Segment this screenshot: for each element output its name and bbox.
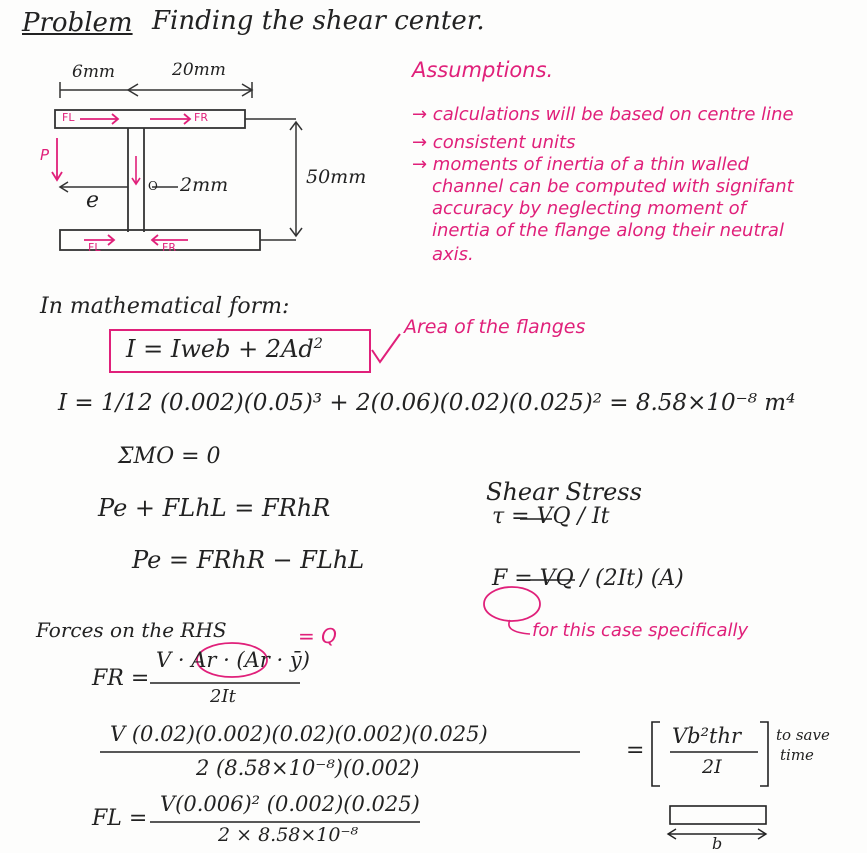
shortcut-note: to save	[776, 726, 830, 744]
problem-label: Problem	[22, 8, 133, 38]
assumption-line: axis.	[432, 244, 474, 265]
shortcut-note: time	[780, 746, 814, 764]
fl-top-label: FL	[62, 111, 75, 124]
inertia-calc: I = 1/12 (0.002)(0.05)³ + 2(0.06)(0.02)(0.025)² = 8.58×10⁻⁸ m⁴	[58, 390, 796, 416]
fr-bottom-label: FR	[162, 241, 176, 254]
fr-top-label: FR	[194, 111, 208, 124]
fr-substituted-denominator: 2 (8.58×10⁻⁸)(0.002)	[196, 756, 420, 780]
moment-eq-1: Pe + FLhL = FRhR	[98, 494, 331, 522]
force-equation: F = VQ / (2It) (A)	[492, 566, 684, 591]
dim-left-label: 6mm	[72, 62, 116, 82]
page-title: Finding the shear center.	[152, 6, 485, 36]
assumption-line: channel can be computed with signifant	[432, 176, 794, 197]
shear-stress-heading: Shear Stress	[486, 478, 642, 506]
shortcut-equals: =	[626, 738, 645, 763]
fr-substituted-numerator: V (0.02)(0.002)(0.02)(0.002)(0.025)	[110, 722, 488, 746]
assumption-line: → calculations will be based on centre line	[412, 104, 794, 125]
fl-lhs: FL =	[92, 806, 148, 831]
fl-denominator: 2 × 8.58×10⁻⁸	[218, 824, 359, 846]
fr-denominator: 2It	[210, 686, 236, 707]
web-thickness-label: 2mm	[180, 174, 229, 196]
fl-bottom-label: FL	[88, 241, 101, 254]
load-p-label: P	[40, 146, 50, 164]
e-label: e	[86, 188, 100, 213]
tau-equation: τ = VQ / It	[492, 504, 610, 529]
q-label: = Q	[298, 624, 337, 648]
fr-lhs: FR =	[92, 666, 150, 691]
shortcut-denominator: 2I	[702, 756, 722, 778]
inertia-formula: I = Iweb + $2Ad^2$	[126, 335, 323, 363]
assumptions-heading: Assumptions.	[412, 58, 554, 82]
math-intro: In mathematical form:	[40, 294, 290, 319]
area-note: Area of the flanges	[404, 316, 586, 338]
forces-heading: Forces on the RHS	[36, 618, 227, 642]
case-note: for this case specifically	[532, 620, 749, 641]
o-label: O	[148, 179, 158, 193]
b-label: b	[712, 834, 723, 853]
fl-numerator: V(0.006)² (0.002)(0.025)	[160, 792, 420, 816]
assumption-line: inertia of the flange along their neutral	[432, 220, 784, 241]
moment-sum: ΣMO = 0	[118, 444, 221, 469]
dim-right-label: 20mm	[172, 60, 226, 80]
height-label: 50mm	[306, 166, 367, 188]
assumption-line: accuracy by neglecting moment of	[432, 198, 746, 219]
assumption-line: → moments of inertia of a thin walled	[412, 154, 749, 175]
fr-numerator: V · Ar · (Ar · ȳ)	[156, 648, 310, 672]
shortcut-numerator: Vb²thr	[672, 724, 742, 748]
assumption-line: → consistent units	[412, 132, 576, 153]
moment-eq-2: Pe = FRhR − FLhL	[132, 546, 365, 574]
